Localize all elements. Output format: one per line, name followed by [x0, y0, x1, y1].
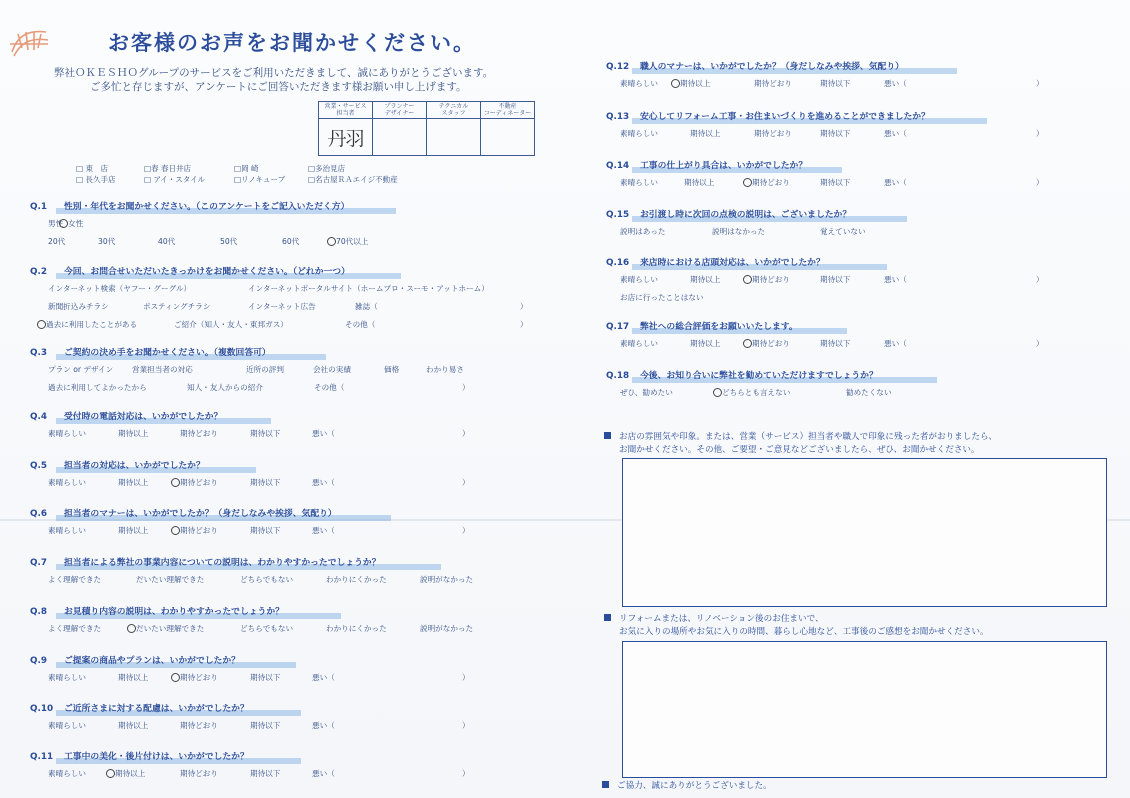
question-number: Q.13 — [606, 112, 630, 122]
answer-option[interactable]: ご紹介（知人・友人・東邦ガス） — [174, 320, 288, 329]
answer-option[interactable]: ） — [520, 320, 528, 329]
branch-checkbox[interactable]: □岡 崎 — [234, 164, 259, 173]
answer-option[interactable]: よく理解できた — [48, 624, 102, 633]
comment-2-label: リフォームまたは、リノベーション後のお住まいで、 お気に入りの場所やお気に入りの時間、暮らし心地など、工事後のご感想をお聞かせください。 — [604, 613, 989, 639]
answer-option[interactable]: 期待以下 — [250, 721, 281, 730]
answer-option[interactable]: 20代 — [48, 237, 66, 246]
question-number: Q.1 — [30, 202, 47, 212]
answer-option[interactable]: 悪い（ — [884, 129, 907, 138]
answer-option[interactable]: 覚えていない — [820, 227, 866, 236]
answer-option[interactable]: 素晴らしい — [48, 769, 86, 778]
question-3 — [30, 345, 271, 358]
answer-option[interactable]: 素晴らしい — [48, 429, 86, 438]
answer-option[interactable]: 説明がなかった — [420, 624, 474, 633]
question-text: ご近所さまに対する配慮は、いかがでしたか？ — [64, 704, 249, 714]
question-text: 工事の仕上がり具合は、いかがでしたか？ — [640, 161, 808, 171]
answer-option[interactable]: どちらでもない — [240, 624, 294, 633]
question-9 — [30, 653, 240, 666]
staff-header: 不動産 コーディネーター — [481, 102, 535, 119]
answer-option[interactable]: ） — [462, 673, 470, 682]
question-number: Q.16 — [606, 258, 630, 268]
answer-option[interactable]: 価格 — [384, 365, 400, 374]
answer-option[interactable]: 素晴らしい — [620, 129, 658, 138]
answer-option[interactable]: ポスティングチラシ — [143, 302, 211, 311]
question-number: Q.9 — [30, 656, 47, 666]
answer-option[interactable]: 悪い（ — [312, 673, 335, 682]
branch-checkbox[interactable]: □多治見店 — [308, 164, 346, 173]
answer-option[interactable]: 期待どおり — [180, 769, 218, 778]
answer-option[interactable]: だいたい理解できた — [136, 575, 205, 584]
question-number: Q.7 — [30, 558, 47, 568]
answer-option[interactable]: 60代 — [282, 237, 300, 246]
selected-circle-mark — [37, 320, 46, 329]
answer-option[interactable]: 素晴らしい — [48, 673, 86, 682]
answer-option[interactable]: 新聞折込みチラシ — [48, 302, 109, 311]
signature: 丹羽 — [327, 127, 364, 150]
selected-circle-mark — [671, 79, 680, 88]
question-5 — [30, 458, 205, 471]
answer-option[interactable]: 期待どおり — [180, 673, 218, 682]
answer-option[interactable]: その他（ — [345, 320, 376, 329]
answer-option[interactable]: 期待どおり — [752, 339, 790, 348]
answer-option[interactable]: インターネット広告 — [248, 302, 316, 311]
answer-option[interactable]: 期待以上 — [680, 79, 711, 88]
question-text: 安心してリフォーム工事・お住まいづくりを進めることができましたか？ — [640, 112, 930, 122]
question-14 — [606, 158, 807, 171]
branch-list — [76, 163, 398, 185]
question-16 — [606, 255, 825, 268]
answer-option[interactable]: 期待以下 — [250, 478, 281, 487]
answer-option[interactable]: 素晴らしい — [620, 79, 658, 88]
staff-header: テクニカル スタッフ — [427, 102, 481, 119]
answer-option[interactable]: 知人・友人からの紹介 — [187, 383, 263, 392]
question-text: お見積り内容の説明は、わかりやすかったでしょうか？ — [64, 607, 284, 617]
staff-signature[interactable] — [319, 119, 373, 156]
answer-option[interactable]: ） — [1036, 339, 1044, 348]
branch-checkbox[interactable]: □名古屋ＲＡエイジ不動産 — [308, 175, 398, 184]
staff-header: プランナー デザイナー — [373, 102, 427, 119]
selected-circle-mark — [127, 624, 136, 633]
answer-option[interactable]: ） — [462, 526, 470, 535]
question-18 — [606, 368, 878, 381]
question-number: Q.15 — [606, 210, 630, 220]
answer-option[interactable]: 40代 — [158, 237, 176, 246]
answer-option[interactable]: 期待どおり — [752, 178, 790, 187]
answer-option[interactable]: 男性 — [48, 219, 64, 228]
selected-circle-mark — [171, 478, 180, 487]
staff-cell[interactable] — [373, 119, 427, 156]
selected-circle-mark — [743, 178, 752, 187]
answer-option[interactable]: 素晴らしい — [620, 339, 658, 348]
answer-option[interactable]: 30代 — [98, 237, 116, 246]
branch-checkbox[interactable]: □ 長久手店 — [76, 175, 116, 184]
answer-option[interactable]: 近所の評判 — [246, 365, 284, 374]
answer-option[interactable]: 悪い（ — [884, 79, 907, 88]
question-1 — [30, 199, 349, 212]
answer-option[interactable]: 悪い（ — [884, 178, 907, 187]
answer-option[interactable]: 期待以下 — [820, 79, 851, 88]
selected-circle-mark — [59, 219, 68, 228]
question-text: 担当者の対応は、いかがでしたか？ — [64, 461, 205, 471]
question-number: Q.5 — [30, 461, 47, 471]
logo-stamp-icon — [8, 26, 52, 60]
selected-circle-mark — [743, 275, 752, 284]
answer-option[interactable]: 女性 — [68, 219, 84, 228]
question-6 — [30, 506, 337, 519]
answer-option[interactable]: 説明はあった — [620, 227, 666, 236]
answer-option[interactable]: 期待以下 — [250, 769, 281, 778]
question-number: Q.2 — [30, 267, 47, 277]
answer-option[interactable]: ） — [462, 429, 470, 438]
answer-option[interactable]: 70代以上 — [336, 237, 369, 246]
question-number: Q.12 — [606, 62, 630, 72]
question-text: 担当者のマナーは、いかがでしたか？（身だしなみや挨拶、気配り） — [64, 509, 337, 519]
answer-option[interactable]: 期待どおり — [180, 721, 218, 730]
staff-header: 営業・サービス 担当者 — [319, 102, 373, 119]
answer-option[interactable]: わかり易さ — [426, 365, 464, 374]
question-number: Q.6 — [30, 509, 47, 519]
answer-option[interactable]: ぜひ、勧めたい — [620, 388, 673, 397]
answer-option[interactable]: ） — [1036, 275, 1044, 284]
answer-option[interactable]: 悪い（ — [312, 769, 335, 778]
question-17 — [606, 319, 798, 332]
question-text: 職人のマナーは、いかがでしたか？（身だしなみや挨拶、気配り） — [640, 62, 904, 72]
answer-option[interactable]: 説明はなかった — [712, 227, 766, 236]
answer-option[interactable]: 期待以上 — [118, 721, 149, 730]
question-text: ご提案の商品やプランは、いかがでしたか？ — [64, 656, 240, 666]
selected-circle-mark — [171, 673, 180, 682]
answer-option[interactable]: 期待以上 — [118, 673, 149, 682]
answer-option[interactable]: 期待以上 — [115, 769, 146, 778]
question-number: Q.11 — [30, 752, 54, 762]
answer-option[interactable]: 素晴らしい — [620, 275, 658, 284]
answer-option[interactable]: だいたい理解できた — [136, 624, 205, 633]
question-text: ご契約の決め手をお聞かせください。（複数回答可） — [64, 348, 271, 358]
question-12 — [606, 59, 904, 72]
comment-1-label: お店の雰囲気や印象。または、営業（サービス）担当者や職人で印象に残った者がおりましたら、 お聞かせください。その他、ご要望・ご意見などございましたら、ぜひ、お聞かせください。 — [604, 431, 997, 457]
staff-cell[interactable] — [427, 119, 481, 156]
answer-option[interactable]: ） — [1036, 129, 1044, 138]
question-text: 受付時の電話対応は、いかがでしたか？ — [64, 412, 223, 422]
branch-checkbox[interactable]: □春 春日井店 — [144, 164, 191, 173]
answer-option[interactable]: わかりにくかった — [326, 575, 387, 584]
answer-option[interactable]: 期待どおり — [180, 478, 218, 487]
answer-option[interactable]: 期待以上 — [684, 178, 715, 187]
answer-option[interactable]: 雑誌（ — [355, 302, 378, 311]
answer-option[interactable]: 期待以上 — [118, 429, 149, 438]
answer-option[interactable]: 期待以下 — [820, 178, 851, 187]
question-4 — [30, 409, 222, 422]
answer-option[interactable]: 期待どおり — [180, 526, 218, 535]
answer-option[interactable]: ） — [520, 302, 528, 311]
question-number: Q.14 — [606, 161, 630, 171]
answer-option[interactable]: わかりにくかった — [326, 624, 387, 633]
staff-cell[interactable] — [481, 119, 535, 156]
answer-option[interactable]: お店に行ったことはない — [620, 293, 704, 302]
answer-option[interactable]: ） — [462, 383, 470, 392]
answer-option[interactable]: 期待以下 — [820, 339, 851, 348]
branch-checkbox[interactable]: □ 東 店 — [76, 164, 108, 173]
question-text: 今後、お知り合いに弊社を勧めていただけますでしょうか？ — [640, 371, 878, 381]
answer-option[interactable]: 期待どおり — [752, 275, 790, 284]
answer-option[interactable]: 素晴らしい — [48, 721, 86, 730]
answer-option[interactable]: 期待以上 — [690, 275, 721, 284]
answer-option[interactable]: プラン or デザイン — [48, 365, 114, 374]
question-11 — [30, 749, 249, 762]
question-10 — [30, 701, 249, 714]
answer-option[interactable]: 悪い（ — [312, 721, 335, 730]
square-bullet-icon — [604, 432, 611, 439]
thanks-text: ご協力、誠にありがとうございました。 — [602, 779, 772, 791]
answer-option[interactable]: 期待以下 — [820, 275, 851, 284]
answer-option[interactable]: 素晴らしい — [48, 526, 86, 535]
selected-circle-mark — [106, 769, 115, 778]
answer-option[interactable]: インターネットポータルサイト（ホームプロ・スーモ・アットホーム） — [248, 284, 489, 293]
answer-option[interactable]: 素晴らしい — [48, 478, 86, 487]
answer-option[interactable]: 悪い（ — [884, 275, 907, 284]
answer-option[interactable]: 期待以下 — [250, 526, 281, 535]
question-text: 性別・年代をお聞かせください。（このアンケートをご記入いただく方） — [64, 202, 350, 212]
question-text: お引渡し時に次回の点検の説明は、ございましたか？ — [640, 210, 852, 220]
question-text: 今回、お問合せいただいたきっかけをお聞かせください。（どれか一つ） — [64, 267, 350, 277]
answer-option[interactable]: 期待以上 — [690, 339, 721, 348]
answer-option[interactable]: どちらでもない — [240, 575, 294, 584]
answer-option[interactable]: 過去に利用したことがある — [46, 320, 138, 329]
answer-option[interactable]: 期待以下 — [250, 429, 281, 438]
question-number: Q.17 — [606, 322, 630, 332]
answer-option[interactable]: よく理解できた — [48, 575, 102, 584]
question-8 — [30, 604, 284, 617]
comment-2-box[interactable] — [622, 641, 1107, 778]
answer-option[interactable]: 悪い（ — [312, 478, 335, 487]
answer-option[interactable]: 期待どおり — [754, 129, 792, 138]
staff-table — [318, 101, 535, 156]
square-bullet-icon — [602, 781, 609, 788]
question-text: 担当者による弊社の事業内容についての説明は、わかりやすかったでしょうか？ — [64, 558, 381, 568]
answer-option[interactable]: 50代 — [220, 237, 238, 246]
answer-option[interactable]: どちらとも言えない — [722, 388, 791, 397]
answer-option[interactable]: ） — [462, 721, 470, 730]
question-7 — [30, 555, 381, 568]
answer-option[interactable]: 悪い（ — [884, 339, 907, 348]
selected-circle-mark — [743, 339, 752, 348]
answer-option[interactable]: 悪い（ — [312, 526, 335, 535]
answer-option[interactable]: 説明がなかった — [420, 575, 474, 584]
answer-option[interactable]: 期待以上 — [118, 526, 149, 535]
square-bullet-icon — [604, 614, 611, 621]
intro-text: 弊社ＯＫＥＳＨＯグループのサービスをご利用いただきまして、誠にありがとうございます。 ご多忙と存じますが、アンケートにご回答いただきます様お願い申し上げます。 — [54, 67, 494, 93]
selected-circle-mark — [327, 237, 336, 246]
question-text: 工事中の美化・後片付けは、いかがでしたか？ — [64, 752, 249, 762]
answer-option[interactable]: 会社の実績 — [313, 365, 351, 374]
question-15 — [606, 207, 851, 220]
answer-option[interactable]: ） — [462, 478, 470, 487]
selected-circle-mark — [713, 388, 722, 397]
question-text: 弊社への総合評価をお願いいたします。 — [640, 322, 798, 332]
answer-option[interactable]: 勧めたくない — [846, 388, 892, 397]
question-2 — [30, 264, 350, 277]
question-text: 来店時における店頭対応は、いかがでしたか？ — [640, 258, 825, 268]
answer-option[interactable]: 過去に利用してよかったから — [48, 383, 147, 392]
question-13 — [606, 109, 930, 122]
answer-option[interactable]: 期待どおり — [754, 79, 792, 88]
question-number: Q.10 — [30, 704, 54, 714]
answer-option[interactable]: 期待以下 — [820, 129, 851, 138]
answer-option[interactable]: ） — [1036, 178, 1044, 187]
answer-option[interactable]: 期待以上 — [118, 478, 149, 487]
answer-option[interactable]: インターネット検索（ヤフー・グーグル） — [48, 284, 192, 293]
answer-option[interactable]: ） — [1036, 79, 1044, 88]
answer-option[interactable]: 期待以上 — [690, 129, 721, 138]
answer-option[interactable]: 営業担当者の対応 — [132, 365, 193, 374]
question-number: Q.4 — [30, 412, 47, 422]
answer-option[interactable]: 素晴らしい — [620, 178, 658, 187]
branch-checkbox[interactable]: □リノキューブ — [234, 175, 286, 184]
question-number: Q.18 — [606, 371, 630, 381]
comment-1-box[interactable] — [622, 458, 1107, 607]
selected-circle-mark — [171, 526, 180, 535]
answer-option[interactable]: 期待以下 — [250, 673, 281, 682]
answer-option[interactable]: ） — [462, 769, 470, 778]
page-title: お客様のお声をお聞かせください。 — [108, 31, 476, 55]
answer-option[interactable]: その他（ — [314, 383, 345, 392]
answer-option[interactable]: 悪い（ — [312, 429, 335, 438]
branch-checkbox[interactable]: □ アイ・スタイル — [144, 175, 206, 184]
answer-option[interactable]: 期待どおり — [180, 429, 218, 438]
question-number: Q.8 — [30, 607, 47, 617]
question-number: Q.3 — [30, 348, 47, 358]
